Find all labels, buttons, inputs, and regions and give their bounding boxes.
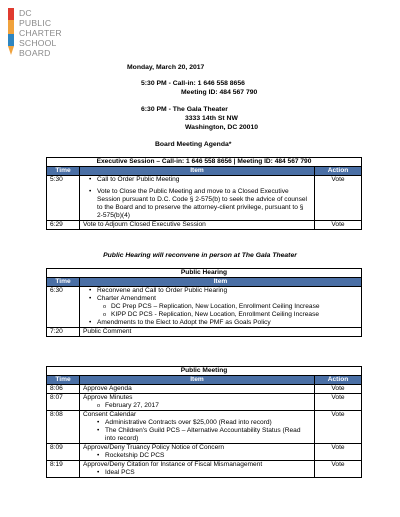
col-item: Item <box>80 376 315 385</box>
executive-session-table <box>46 157 362 230</box>
table-row: 8:09 Approve/Deny Truancy Policy Notice of Concern • Rocketship DC PCS Vote <box>47 444 362 461</box>
list-item: • Charter Amendment o DC Prep PCS – Replication, New Location, Enrollment Ceiling Increase o KIPP DC PCS - Replication, New Location, Enrollment Ceiling Increase <box>97 295 358 319</box>
table-row: 8:19 Approve/Deny Citation for Instance of Fiscal Mismanagement • Ideal PCS Vote <box>47 461 362 478</box>
list-item: • Rocketship DC PCS <box>105 452 311 460</box>
list-item: • Reconvene and Call to Order Public Hearing <box>97 287 358 295</box>
col-action: Action <box>315 376 362 385</box>
col-time: Time <box>47 167 80 176</box>
public-meeting-table <box>46 366 362 478</box>
table-row: 8:07 Approve Minutes o February 27, 2017 Vote <box>47 394 362 411</box>
col-action: Action <box>315 167 362 176</box>
call-in-line: 5:30 PM - Call-in: 1 646 558 8656 <box>141 80 245 87</box>
col-item: Item <box>80 167 315 176</box>
sub-list-item: o KIPP DC PCS - Replication, New Location, Enrollment Ceiling Increase <box>111 311 358 319</box>
list-item: • Administrative Contracts over $25,000 (Read into record) <box>105 419 311 427</box>
list-item: • Amendments to the Elect to Adopt the PMF as Goals Policy <box>97 319 358 327</box>
public-meeting-title: Public Meeting <box>47 367 362 376</box>
address-line-2: Washington, DC 20010 <box>185 124 259 131</box>
dc-pcsb-logo <box>8 6 88 68</box>
table-row: 7:20 Public Comment <box>47 328 362 337</box>
table-row: 8:06 Approve Agenda Vote <box>47 385 362 394</box>
public-hearing-table <box>46 268 362 337</box>
meeting-id: Meeting ID: 484 567 790 <box>181 89 258 96</box>
table-row: 6:29 Vote to Adjourn Closed Executive Session Vote <box>47 221 362 230</box>
col-item: Item <box>80 278 362 287</box>
list-item: • Call to Order Public Meeting <box>97 176 311 184</box>
col-time: Time <box>47 376 80 385</box>
table-row: 5:30 • Call to Order Public Meeting • Vote to Close the Public Meeting and move to a Closed Executive Session pursuant to D.C. Code § 2-575(b) to seek the advice of counsel to the Board and to preserve the attorney-client privilege, pursuant to § 2-575(b)(4) Vote <box>47 176 362 221</box>
sub-list-item: o February 27, 2017 <box>105 402 311 410</box>
list-item: • Ideal PCS <box>105 469 311 477</box>
pencil-icon <box>8 8 14 54</box>
address-line-1: 3333 14th St NW <box>185 115 238 122</box>
public-hearing-title: Public Hearing <box>47 269 362 278</box>
meeting-date: Monday, March 20, 2017 <box>127 64 205 71</box>
executive-session-title: Executive Session – Call-in: 1 646 558 8656 | Meeting ID: 484 567 790 <box>47 158 362 167</box>
logo-wordmark: DC PUBLIC CHARTER SCHOOL BOARD <box>19 8 62 58</box>
theater-line: 6:30 PM - The Gala Theater <box>141 106 228 113</box>
col-time: Time <box>47 278 80 287</box>
table-row: 8:08 Consent Calendar • Administrative Contracts over $25,000 (Read into record) • The Children's Guild PCS – Alternative Accountability Status (Read into record) Vote <box>47 411 362 444</box>
reconvene-note: Public Hearing will reconvene in person at The Gala Theater <box>103 252 297 259</box>
table-row: 6:30 • Reconvene and Call to Order Public Hearing • Charter Amendment o DC Prep PCS – Replication, New Location, Enrollment Ceiling Increase o KIPP DC PCS - Replication, New Location, Enrollment Ceiling Increase • Amendments to the Elect to Adopt the PMF as Goals Policy <box>47 287 362 328</box>
list-item: • Vote to Close the Public Meeting and move to a Closed Executive Session pursuant to D.C. Code § 2-575(b) to seek the advice of counsel to the Board and to preserve the attorney-client privilege, pursuant to § 2-575(b)(4) <box>97 188 311 220</box>
list-item: • The Children's Guild PCS – Alternative Accountability Status (Read into record) <box>105 427 311 443</box>
agenda-title: Board Meeting Agenda* <box>155 141 232 148</box>
sub-list-item: o DC Prep PCS – Replication, New Location, Enrollment Ceiling Increase <box>111 303 358 311</box>
